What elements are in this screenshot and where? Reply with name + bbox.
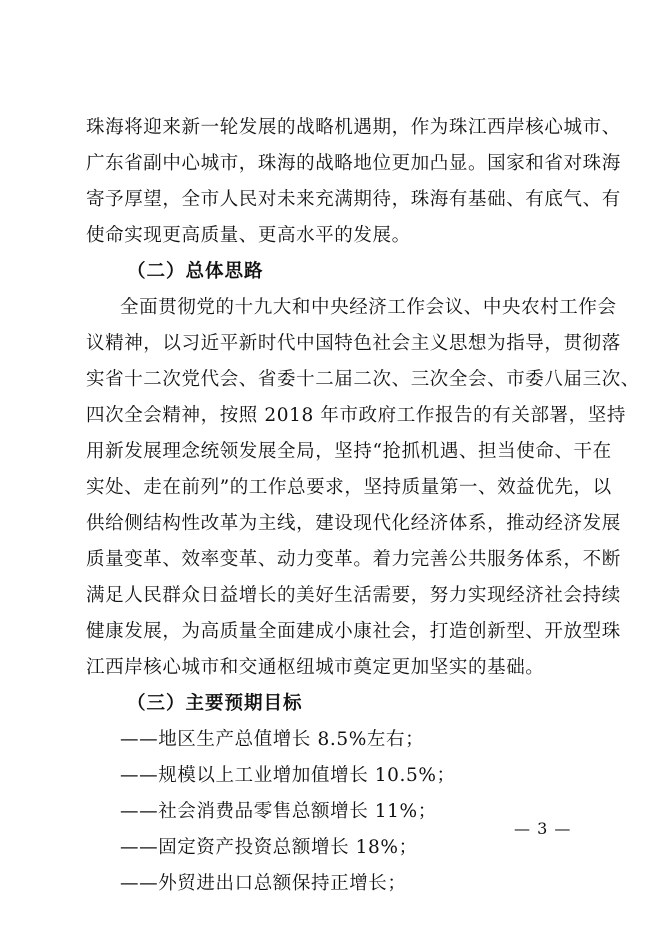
target-item: ——规模以上工业增加值增长 10.5%；	[120, 765, 456, 786]
section2-line-7: 供给侧结构性改革为主线，建设现代化经济体系，推动经济发展	[86, 513, 621, 534]
target-item: ——外贸进出口总额保持正增长；	[120, 873, 407, 894]
section2-line-4: 四次全会精神，按照 2018 年市政府工作报告的有关部署，坚持	[86, 405, 626, 426]
intro-line-2: 广东省副中心城市，珠海的战略地位更加凸显。国家和省对珠海	[86, 153, 621, 174]
intro-line-1: 珠海将迎来新一轮发展的战略机遇期，作为珠江西岸核心城市、	[86, 117, 621, 138]
section2-line-6: 实处、走在前列”的工作总要求，坚持质量第一、效益优先，以	[86, 477, 612, 498]
target-item: ——地区生产总值增长 8.5%左右；	[120, 729, 425, 750]
section2-line-3: 实省十二次党代会、省委十二届二次、三次全会、市委八届三次、	[86, 369, 640, 390]
section-heading-main-targets: （三）主要预期目标	[127, 693, 303, 714]
section2-line-1: 全面贯彻党的十九大和中央经济工作会议、中央农村工作会	[120, 297, 617, 318]
section2-line-10: 健康发展，为高质量全面建成小康社会，打造创新型、开放型珠	[86, 621, 621, 642]
target-item: ——社会消费品零售总额增长 11%；	[120, 801, 437, 822]
section2-line-11: 江西岸核心城市和交通枢纽城市奠定更加坚实的基础。	[86, 657, 545, 678]
target-item: ——固定资产投资总额增长 18%；	[120, 837, 418, 858]
intro-line-4: 使命实现更高质量、更高水平的发展。	[86, 225, 411, 246]
intro-line-3: 寄予厚望，全市人民对未来充满期待，珠海有基础、有底气、有	[86, 189, 621, 210]
section2-line-5: 用新发展理念统领发展全局，坚持“抢抓机遇、担当使命、干在	[86, 441, 612, 462]
section-heading-overall-approach: （二）总体思路	[127, 261, 264, 282]
section2-line-9: 满足人民群众日益增长的美好生活需要，努力实现经济社会持续	[86, 585, 621, 606]
page-number: — 3 —	[514, 819, 572, 838]
section2-line-2: 议精神，以习近平新时代中国特色社会主义思想为指导，贯彻落	[86, 333, 621, 354]
section2-line-8: 质量变革、效率变革、动力变革。着力完善公共服务体系，不断	[86, 549, 621, 570]
